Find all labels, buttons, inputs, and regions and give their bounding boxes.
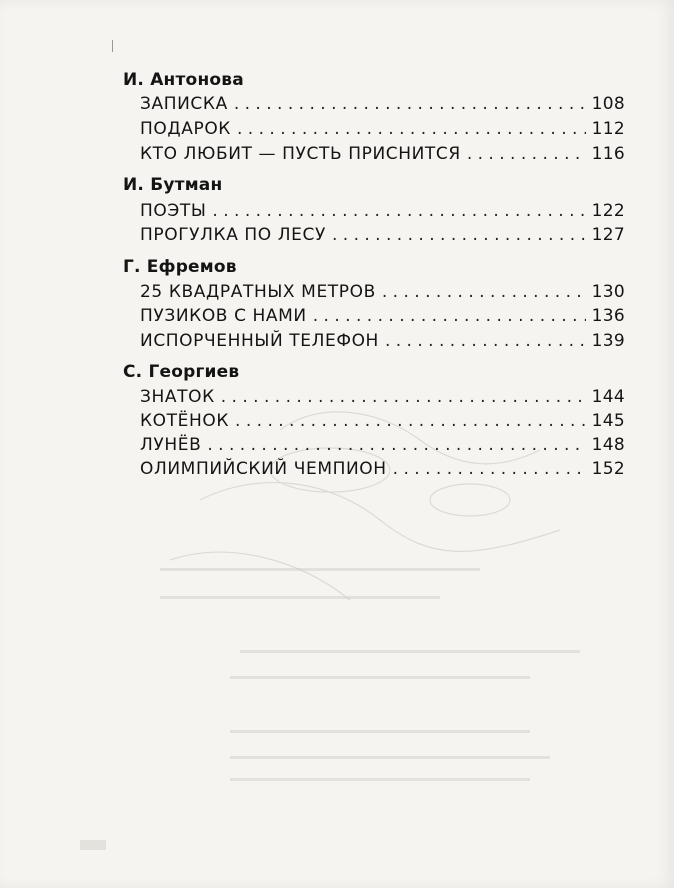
entry-title: ПРОГУЛКА ПО ЛЕСУ bbox=[140, 225, 326, 245]
toc-entry bbox=[140, 282, 625, 302]
entry-title: КОТЁНОК bbox=[140, 411, 230, 431]
entry-title: 25 КВАДРАТНЫХ МЕТРОВ bbox=[140, 282, 376, 302]
dot-leader bbox=[467, 144, 586, 164]
entry-title: ПОЭТЫ bbox=[140, 201, 207, 221]
entry-page-number: 152 bbox=[591, 459, 625, 479]
dot-leader bbox=[385, 331, 586, 351]
dot-leader bbox=[313, 306, 586, 326]
author-heading: Г. Ефремов bbox=[123, 257, 237, 277]
entry-title: ЗНАТОК bbox=[140, 387, 215, 407]
entry-page-number: 127 bbox=[591, 225, 625, 245]
toc-entry bbox=[140, 331, 625, 351]
entry-title: ИСПОРЧЕННЫЙ ТЕЛЕФОН bbox=[140, 331, 379, 351]
toc-entry bbox=[140, 387, 625, 407]
toc-entry bbox=[140, 306, 625, 326]
entry-page-number: 139 bbox=[591, 331, 625, 351]
toc-entry bbox=[140, 119, 625, 139]
entry-page-number: 108 bbox=[591, 94, 625, 114]
dot-leader bbox=[207, 435, 585, 455]
author-heading: И. Антонова bbox=[123, 70, 244, 90]
toc-entry bbox=[140, 435, 625, 455]
dot-leader bbox=[212, 201, 585, 221]
toc-entry bbox=[140, 411, 625, 431]
entry-title: ОЛИМПИЙСКИЙ ЧЕМПИОН bbox=[140, 459, 387, 479]
author-heading: С. Георгиев bbox=[123, 362, 240, 382]
entry-title: КТО ЛЮБИТ — ПУСТЬ ПРИСНИТСЯ bbox=[140, 144, 461, 164]
toc-entry bbox=[140, 201, 625, 221]
entry-title: ПУЗИКОВ С НАМИ bbox=[140, 306, 307, 326]
entry-title: ЗАПИСКА bbox=[140, 94, 228, 114]
entry-page-number: 112 bbox=[591, 119, 625, 139]
dot-leader bbox=[332, 225, 586, 245]
toc-entry bbox=[140, 94, 625, 114]
toc-entry bbox=[140, 459, 625, 479]
dot-leader bbox=[235, 411, 586, 431]
dot-leader bbox=[393, 459, 586, 479]
entry-page-number: 145 bbox=[591, 411, 625, 431]
author-heading: И. Бутман bbox=[123, 175, 223, 195]
entry-page-number: 148 bbox=[591, 435, 625, 455]
entry-page-number: 122 bbox=[591, 201, 625, 221]
entry-page-number: 144 bbox=[591, 387, 625, 407]
entry-page-number: 136 bbox=[591, 306, 625, 326]
dot-leader bbox=[237, 119, 586, 139]
toc-entry bbox=[140, 144, 625, 164]
dot-leader bbox=[234, 94, 586, 114]
toc-entry bbox=[140, 225, 625, 245]
dot-leader bbox=[221, 387, 586, 407]
dot-leader bbox=[382, 282, 586, 302]
entry-page-number: 130 bbox=[591, 282, 625, 302]
entry-title: ЛУНЁВ bbox=[140, 435, 202, 455]
entry-page-number: 116 bbox=[591, 144, 625, 164]
entry-title: ПОДАРОК bbox=[140, 119, 231, 139]
